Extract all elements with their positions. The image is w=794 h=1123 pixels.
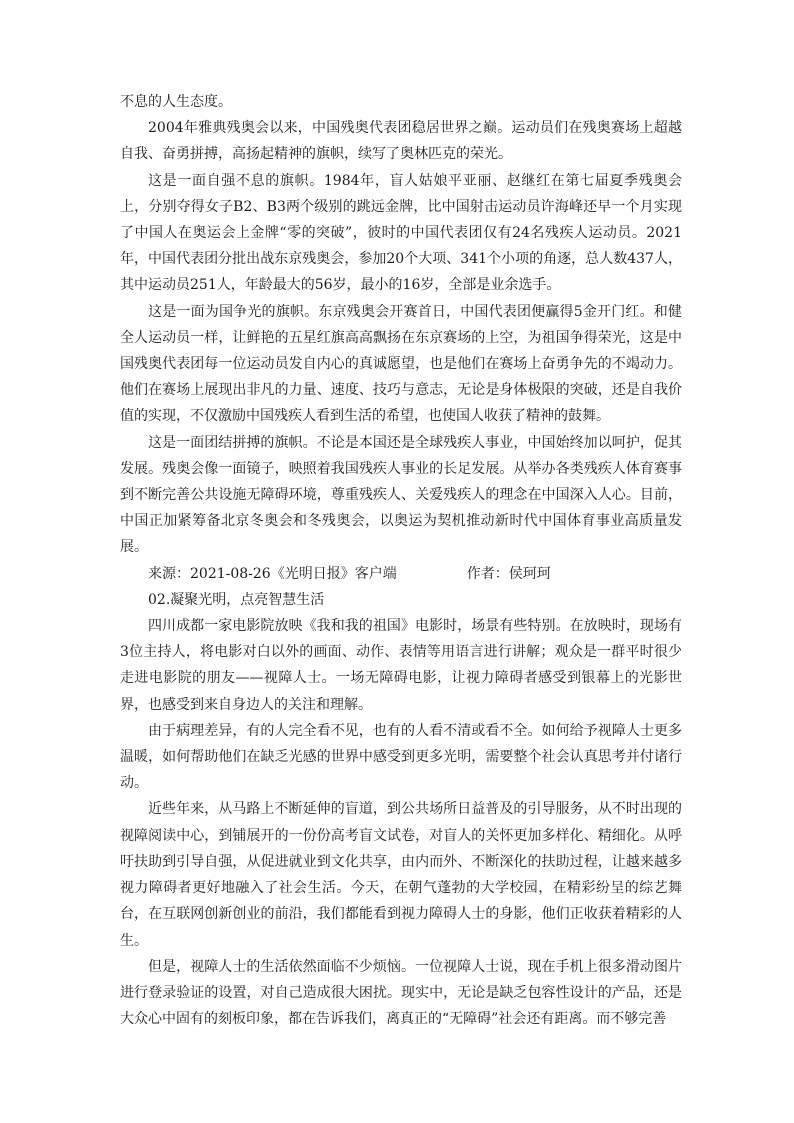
paragraph-unity: 这是一面团结拼搏的旗帜。不论是本国还是全球残疾人事业，中国始终加以呵护，促其发展。残奥会像一面镜子，映照着我国残疾人事业的长足发展。从举办各类残疾人体育赛事到不断完善公共设施无障碍环境，尊重残疾人、关爱残疾人的理念在中国深入人心。目前，中国正加紧筹备北京冬奥会和冬残奥会，以奥运为契机推动新时代中国体育事业高质量发展。 [120, 434, 682, 556]
author-text: 作者：侯珂珂 [466, 565, 551, 582]
paragraph-athens: 2004年雅典残奥会以来，中国残奥代表团稳居世界之巅。运动员们在残奥赛场上超越自我、奋勇拼搏，高扬起精神的旗帜，续写了奥林匹克的荣光。 [120, 120, 682, 163]
source-text: 来源：2021-08-26《光明日报》客户端 [148, 565, 397, 582]
paragraph-self-reliance: 这是一面自强不息的旗帜。1984年，盲人姑娘平亚丽、赵继红在第七届夏季残奥会上，分别夺得女子B2、B3两个级别的跳远金牌，比中国射击运动员许海峰还早一个月实现了中国人在奥运会上金牌“零的突破”，彼时的中国代表团仅有24名残疾人运动员。2021年，中国代表团分批出战东京残奥会，参加20个大项、341个小项的角逐，总人数437人，其中运动员251人，年龄最大的56岁，最小的16岁，全部是业余选手。 [120, 172, 682, 294]
section-heading: 02.凝聚光明，点亮智慧生活 [148, 591, 325, 608]
paragraph-recent-years: 近些年来，从马路上不断延伸的盲道，到公共场所日益普及的引导服务，从不时出现的视障阅读中心，到铺展开的一份份高考盲文试卷，对盲人的关怀更加多样化、精细化。从呼吁扶助到引导自强，从促进就业到文化共享，由内而外、不断深化的扶助过程，让越来越多视力障碍者更好地融入了社会生活。今天，在朝气蓬勃的大学校园，在精彩纷呈的综艺舞台，在互联网创新创业的前沿，我们都能看到视力障碍人士的身影，他们正收获着精彩的人生。 [120, 801, 682, 949]
paragraph-continuation: 不息的人生态度。 [120, 94, 232, 110]
source-line [120, 561, 682, 587]
document-page [120, 89, 682, 1032]
paragraph-warmth: 由于病理差异，有的人完全看不见，也有的人看不清或看不全。如何给予视障人士更多温暖，如何帮助他们在缺乏光感的世界中感受到更多光明，需要整个社会认真思考并付诸行动。 [120, 722, 682, 792]
paragraph-barrier-free-film: 四川成都一家电影院放映《我和我的祖国》电影时，场景有些特别。在放映时，现场有3位主持人，将电影对白以外的画面、动作、表情等用语言进行讲解；观众是一群平时很少走进电影院的朋友——视障人士。一场无障碍电影，让视力障碍者感受到银幕上的光影世界，也感受到来自身边人的关注和理解。 [120, 618, 682, 713]
paragraph-national-glory: 这是一面为国争光的旗帜。东京残奥会开赛首日，中国代表团便赢得5金开门红。和健全人运动员一样，让鲜艳的五星红旗高高飘扬在东京赛场的上空，为祖国争得荣光，这是中国残奥代表团每一位运动员发自内心的真诚愿望，也是他们在赛场上奋勇争先的不竭动力。他们在赛场上展现出非凡的力量、速度、技巧与意志，无论是身体极限的突破，还是自我价值的实现，不仅激励中国残疾人看到生活的希望，也使国人收获了精神的鼓舞。 [120, 303, 682, 425]
paragraph-troubles: 但是，视障人士的生活依然面临不少烦恼。一位视障人士说，现在手机上很多滑动图片进行登录验证的设置，对自己造成很大困扰。现实中，无论是缺乏包容性设计的产品，还是大众心中固有的刻板印象，都在告诉我们，离真正的“无障碍”社会还有距离。而不够完善 [120, 958, 682, 1028]
